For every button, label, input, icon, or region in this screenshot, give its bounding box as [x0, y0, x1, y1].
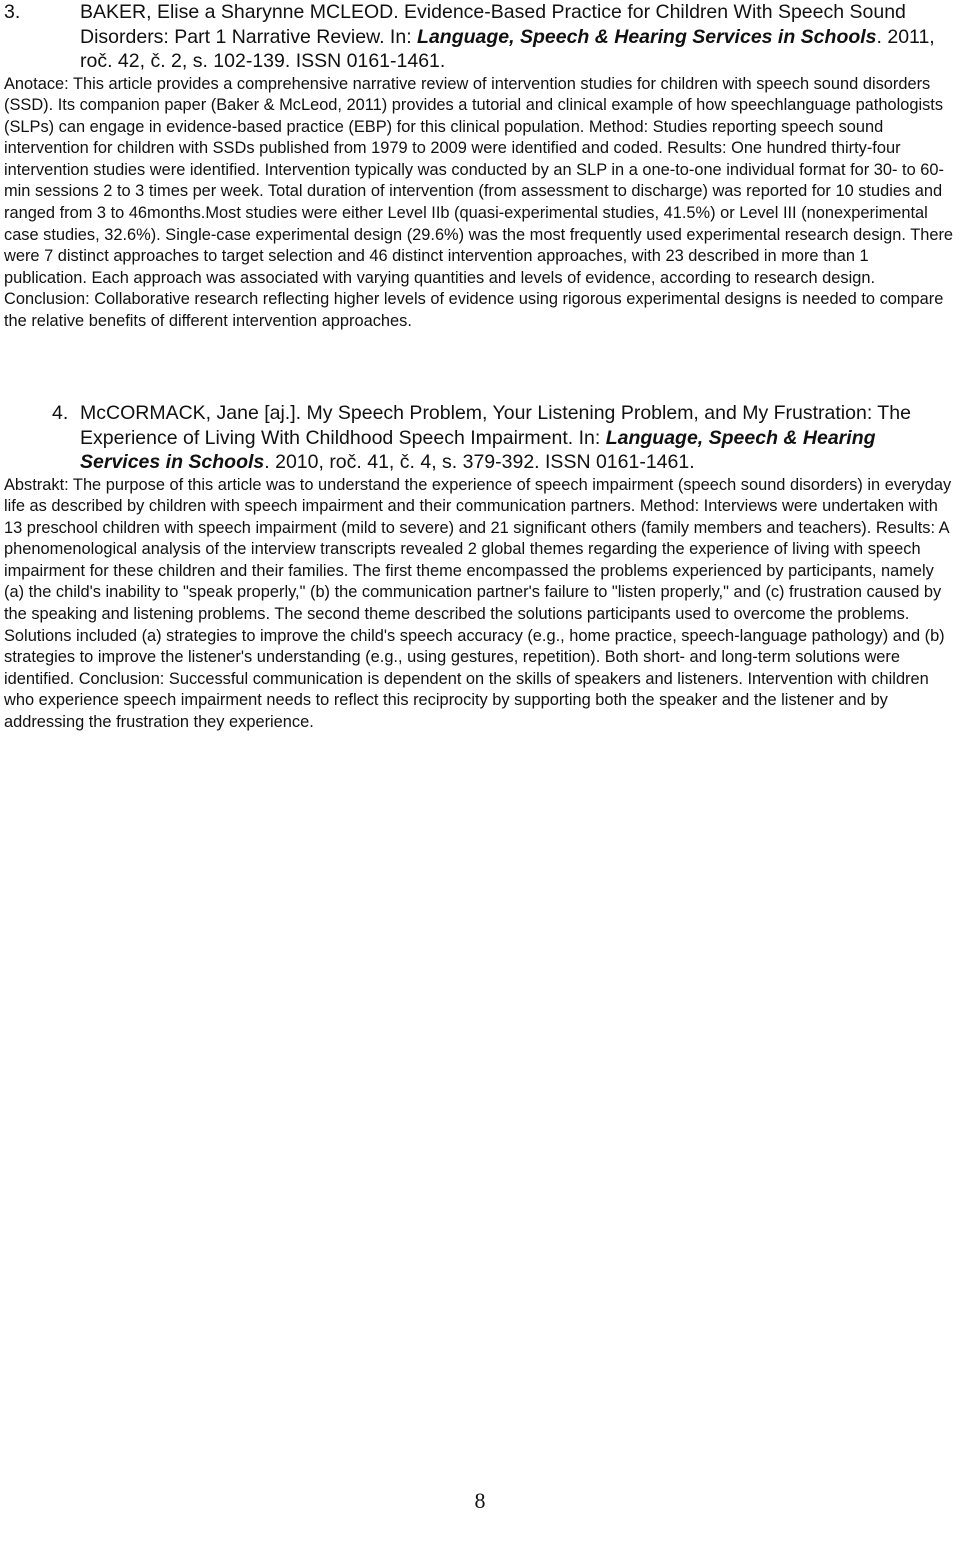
reference-number: 3. [4, 1, 21, 23]
reference-entry-4 [4, 401, 956, 734]
citation-authors-title: BAKER, Elise a Sharynne MCLEOD. Evidence-Based Practice for Children With Speech Sound Disorders: Part 1 Narrative Review. In: [80, 1, 906, 48]
reference-citation [4, 401, 956, 475]
reference-abstract: Abstrakt: The purpose of this article was to understand the experience of speech impairment (speech sound disorders) in everyday life as described by children with speech impairment and their communication partners. Method: Interviews were undertaken with 13 preschool children with speech impairment (mild to severe) and 21 significant others (family members and teachers). Results: A phenomenological analysis of the interview transcripts revealed 2 global themes regarding the experience of living with speech impairment for these children and their families. The first theme encompassed the problems experienced by participants, namely (a) the child's inability to "speak properly," (b) the communication partner's failure to "listen properly," and (c) frustration caused by the speaking and listening problems. The second theme described the solutions participants used to overcome the problems. Solutions included (a) strategies to improve the child's speech accuracy (e.g., home practice, speech-language pathology) and (b) strategies to improve the listener's understanding (e.g., using gestures, repetition). Both short- and long-term solutions were identified. Conclusion: Successful communication is dependent on the skills of speakers and listeners. Intervention with children who experience speech impairment needs to reflect this reciprocity by supporting both the speaker and the listener and by addressing the frustration they experience. [4, 475, 952, 732]
page-number: 8 [474, 1488, 486, 1513]
reference-number: 4. [52, 402, 69, 424]
journal-title: Language, Speech & Hearing Services in Schools [80, 426, 876, 473]
citation-authors-title: McCORMACK, Jane [aj.]. My Speech Problem, Your Listening Problem, and My Frustration: The Experience of Living With Childhood Speech Impairment. In: [80, 402, 911, 449]
reference-entry-3 [4, 0, 956, 333]
reference-abstract: Anotace: This article provides a comprehensive narrative review of intervention studies for children with speech sound disorders (SSD). Its companion paper (Baker & McLeod, 2011) provides a tutorial and clinical example of how speechlanguage pathologists (SLPs) can engage in evidence-based practice (EBP) for this clinical population. Method: Studies reporting speech sound intervention for children with SSDs published from 1979 to 2009 were identified and coded. Results: One hundred thirty-four intervention studies were identified. Intervention typically was conducted by an SLP in a one-to-one individual format for 30- to 60-min sessions 2 to 3 times per week. Total duration of intervention (from assessment to discharge) was reported for 10 studies and ranged from 3 to 46months.Most studies were either Level IIb (quasi-experimental studies, 41.5%) or Level III (nonexperimental case studies, 32.6%). Single-case experimental design (29.6%) was the most frequently used experimental research design. There were 7 distinct approaches to target selection and 46 distinct intervention approaches, with 23 described in more than 1 publication. Each approach was associated with varying quantities and levels of evidence, according to research design. Conclusion: Collaborative research reflecting higher levels of evidence using rigorous experimental designs is needed to compare the relative benefits of different intervention approaches. [4, 74, 954, 331]
citation-details: . 2011, roč. 42, č. 2, s. 102-139. ISSN 0161-1461. [80, 25, 935, 72]
journal-title: Language, Speech & Hearing Services in Schools [417, 25, 877, 48]
citation-details: . 2010, roč. 41, č. 4, s. 379-392. ISSN 0161-1461. [264, 451, 695, 473]
reference-citation [4, 0, 956, 74]
